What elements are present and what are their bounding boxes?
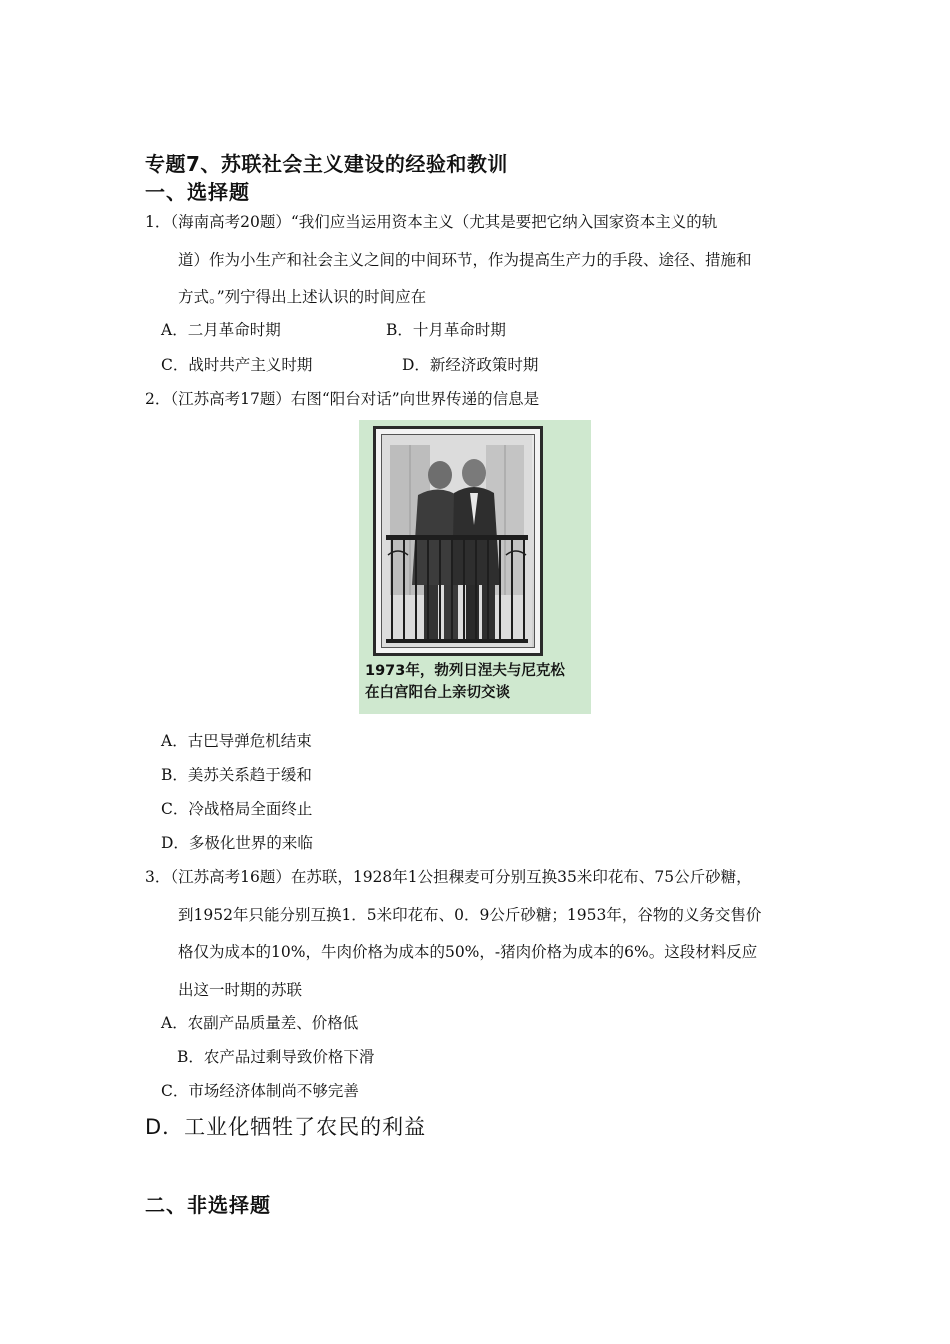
q1-option-c: C．战时共产主义时期 (161, 356, 313, 374)
q1-option-b: B．十月革命时期 (386, 321, 506, 339)
q2-option-c: C．冷战格局全面终止 (161, 800, 313, 818)
q1-stem-line1: 1．（海南高考20题）“我们应当运用资本主义（尤其是要把它纳入国家资本主义的轨 (145, 213, 718, 231)
q1-option-d: D．新经济政策时期 (402, 356, 539, 374)
q3-option-d: D．工业化牺牲了农民的利益 (145, 1115, 427, 1139)
balcony-photo-figure (359, 420, 591, 714)
q3-option-c: C．市场经济体制尚不够完善 (161, 1082, 359, 1100)
page-title: 专题7、苏联社会主义建设的经验和教训 (145, 152, 508, 176)
q3-option-a: A．农副产品质量差、价格低 (161, 1014, 359, 1032)
q3-stem-line4: 出这一时期的苏联 (178, 981, 303, 999)
section-heading-choice: 一、选择题 (145, 180, 250, 204)
q3-stem-line1: 3．（江苏高考16题）在苏联，1928年1公担稞麦可分别互换35米印花布、75公斤砂糖， (145, 868, 752, 886)
q1-stem-line2: 道）作为小生产和社会主义之间的中间环节，作为提高生产力的手段、途径、措施和 (178, 251, 752, 269)
q3-option-b: B．农产品过剩导致价格下滑 (177, 1048, 375, 1066)
photo-caption-line2: 在白宫阳台上亲切交谈 (365, 685, 510, 701)
photo-caption-line1: 1973年，勃列日涅夫与尼克松 (365, 663, 565, 679)
q2-stem: 2．（江苏高考17题）右图“阳台对话”向世界传递的信息是 (145, 390, 540, 408)
q2-option-b: B．美苏关系趋于缓和 (161, 766, 312, 784)
balcony-photo-illustration (382, 435, 532, 647)
balcony-photo (381, 434, 535, 648)
photo-caption (365, 660, 565, 704)
section-heading-nonchoice: 二、非选择题 (145, 1193, 271, 1217)
q2-option-d: D．多极化世界的来临 (161, 834, 313, 852)
q3-stem-line3: 格仅为成本的10%，牛肉价格为成本的50%，-猪肉价格为成本的6%。这段材料反应 (178, 943, 758, 961)
q2-option-a: A．古巴导弹危机结束 (161, 732, 312, 750)
q1-stem-line3: 方式。”列宁得出上述认识的时间应在 (178, 288, 427, 306)
q1-option-a: A．二月革命时期 (161, 321, 281, 339)
q3-stem-line2: 到1952年只能分别互换1．5米印花布、0．9公斤砂糖；1953年，谷物的义务交售价 (178, 906, 762, 924)
photo-frame (373, 426, 543, 656)
